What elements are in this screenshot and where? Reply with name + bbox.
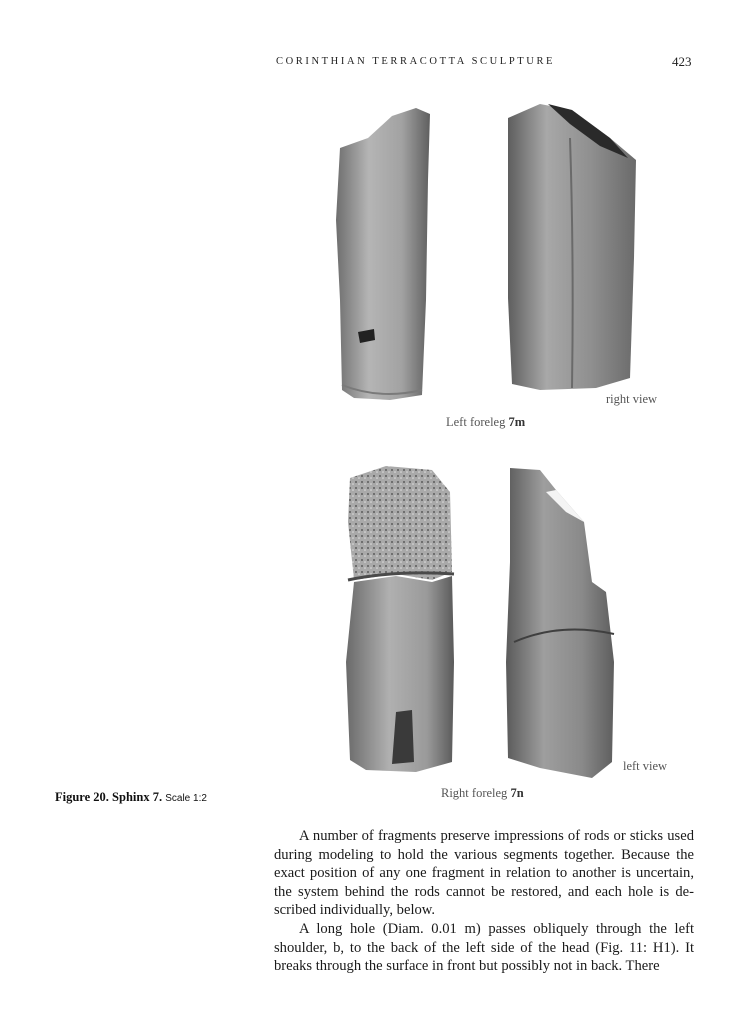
label-text: Left foreleg [446, 415, 509, 429]
view-label-left: left view [623, 759, 668, 773]
left-foreleg-front-photo [330, 100, 440, 410]
body-text [274, 827, 694, 976]
label-item: 7m [508, 415, 526, 429]
figure-label-right-foreleg [441, 786, 524, 801]
figure-caption [55, 790, 207, 805]
page-number: 423 [672, 54, 692, 69]
paragraph: A number of fragments preserve impressions of rods or sticks used during modeling to hold the various segments together. Because the exact position of any one fragment in relation to another is uncertain, the system behind the rods cannot be restored, and each hole is described individually, below. [274, 828, 694, 919]
figure-scale: Scale 1:2 [165, 793, 207, 804]
label-text: Right foreleg [441, 786, 511, 800]
running-head: CORINTHIAN TERRACOTTA SCULPTURE [276, 56, 556, 67]
left-foreleg-right-view-photo [500, 98, 645, 398]
right-foreleg-front-photo [336, 462, 466, 774]
figure-label-left-foreleg [446, 415, 525, 430]
label-item: 7n [510, 786, 524, 800]
figure-number: Figure 20. Sphinx 7. [55, 790, 163, 804]
right-foreleg-left-view-photo [500, 462, 622, 782]
paragraph: A long hole (Diam. 0.01 m) passes obliquely through the left shoulder, b, to the back of the left side of the head (Fig. 11: H1). It breaks through the surface in front but possibly not in back. There [274, 920, 694, 975]
view-label-right: right view [606, 392, 658, 406]
